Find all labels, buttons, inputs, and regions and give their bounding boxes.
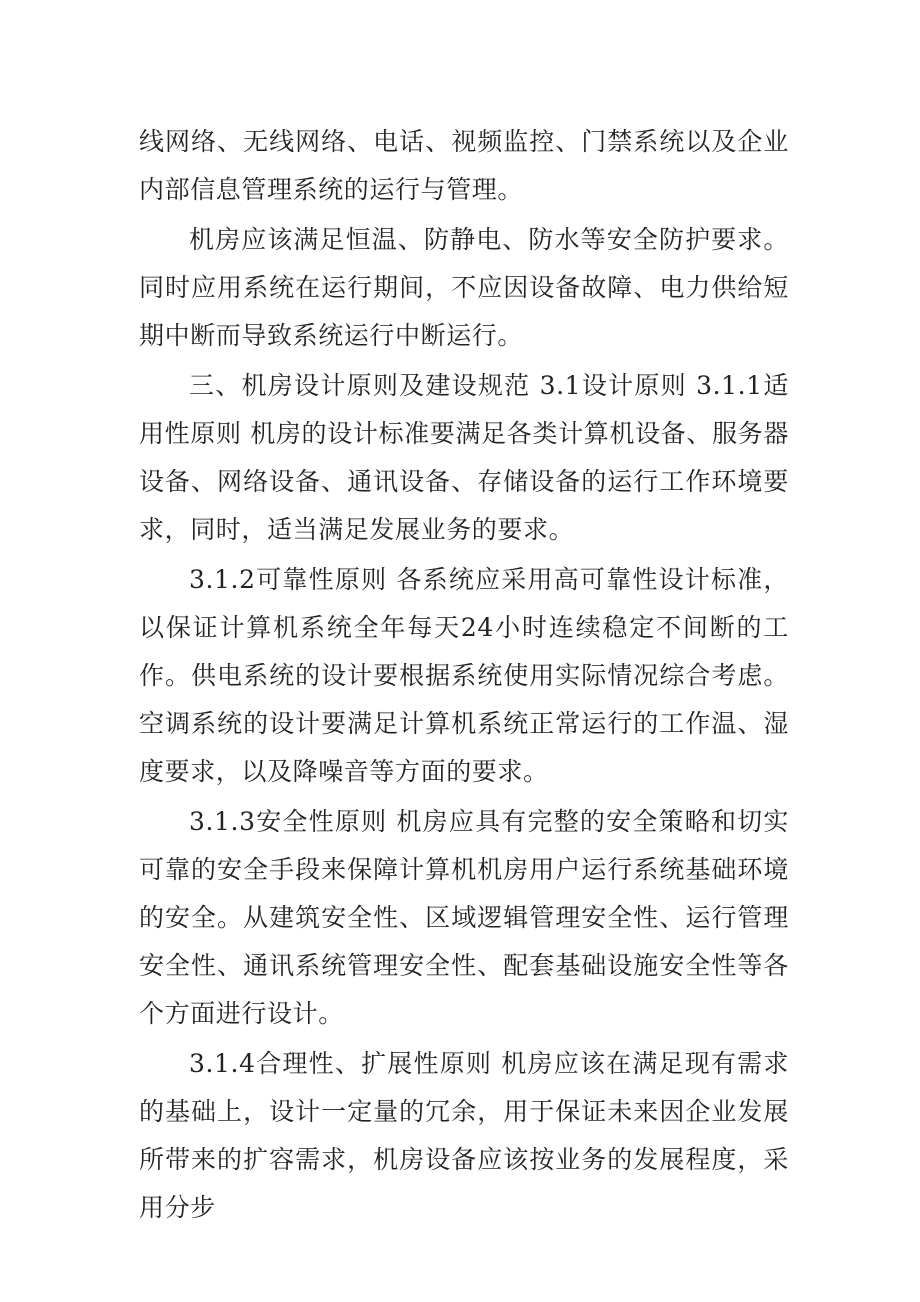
paragraph-6: 3.1.4合理性、扩展性原则 机房应该在满足现有需求的基础上，设计一定量的冗余，用于保证未来因企业发展所带来的扩容需求，机房设备应该按业务的发展程度，采用分步 xyxy=(139,1049,789,1222)
paragraph-5: 3.1.3安全性原则 机房应具有完整的安全策略和切实可靠的安全手段来保障计算机机房用户运行系统基础环境的安全。从建筑安全性、区域逻辑管理安全性、运行管理安全性、通讯系统管理安全性、配套基础设施安全性等各个方面进行设计。 xyxy=(139,807,789,1028)
paragraph-3: 三、机房设计原则及建设规范 3.1设计原则 3.1.1适用性原则 机房的设计标准要满足各类计算机设备、服务器设备、网络设备、通讯设备、存储设备的运行工作环境要求，同时，适当满足发展业务的要求。 xyxy=(139,371,789,544)
document-body xyxy=(139,118,789,1234)
paragraph-2: 机房应该满足恒温、防静电、防水等安全防护要求。同时应用系统在运行期间，不应因设备故障、电力供给短期中断而导致系统运行中断运行。 xyxy=(139,225,789,350)
paragraph-1: 线网络、无线网络、电话、视频监控、门禁系统以及企业内部信息管理系统的运行与管理。 xyxy=(139,127,789,204)
paragraph-4: 3.1.2可靠性原则 各系统应采用高可靠性设计标准，以保证计算机系统全年每天24小时连续稳定不间断的工作。供电系统的设计要根据系统使用实际情况综合考虑。空调系统的设计要满足计算机系统正常运行的工作温、湿度要求，以及降噪音等方面的要求。 xyxy=(139,565,789,786)
